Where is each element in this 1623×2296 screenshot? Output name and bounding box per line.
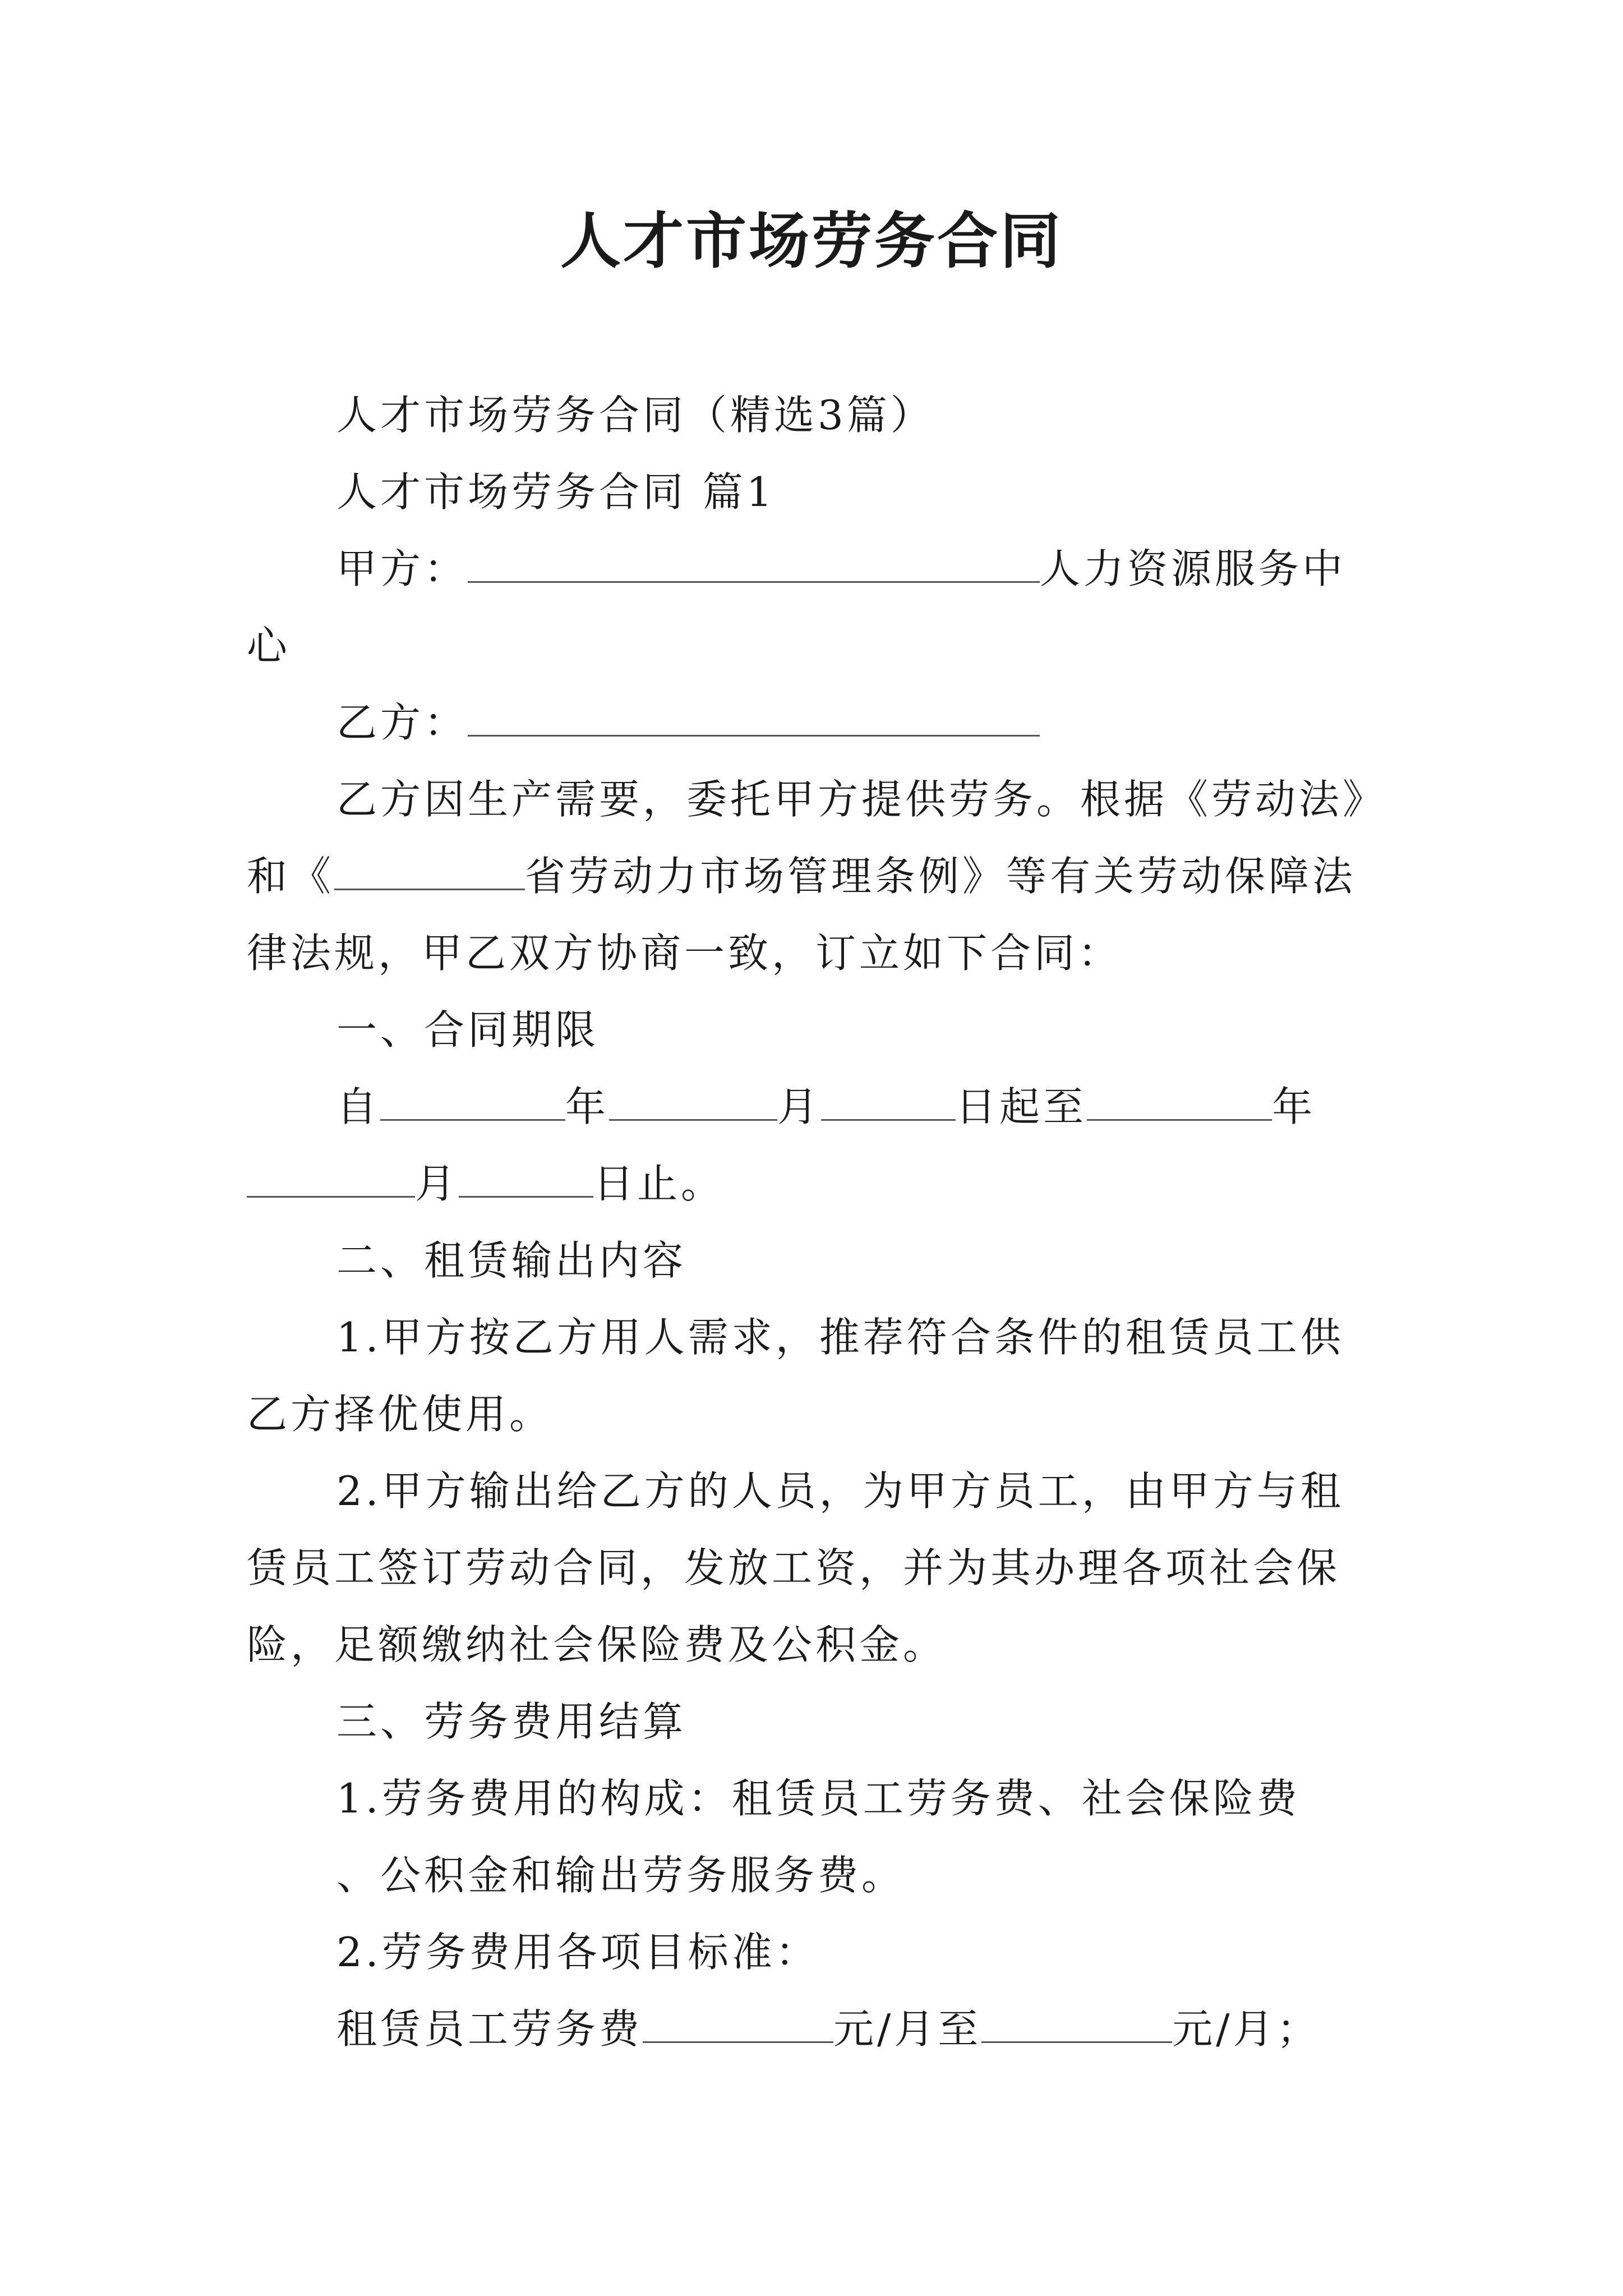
party-a-label: 甲方： [336,545,468,592]
clause-3-item-2: 2.劳务费用各项目标准： [336,1929,819,1976]
document-body [247,377,1385,2068]
intro-text-1: 乙方因生产需要，委托甲方提供劳务。根据《劳动法》和《 [247,776,1367,900]
province-blank [334,854,525,890]
end-year-blank [1087,1084,1272,1121]
start-year-blank [380,1084,565,1121]
intro-paragraph [247,761,1385,992]
party-a-line [247,531,1385,684]
end-day-blank [459,1161,593,1198]
term-end: 日止。 [593,1160,725,1207]
party-b-blank [468,700,1040,737]
document-title: 人才市场劳务合同 [560,206,1063,277]
subtitle: 人才市场劳务合同（精选3篇） [336,392,934,439]
term-year: 年 [565,1083,610,1130]
intro-text-2: 省劳动力市场管理条例》等有关劳动保障法律法规，甲乙双方协商一致，订立如下合同： [247,853,1357,977]
party-b-label: 乙方： [336,699,468,746]
term-line [247,1069,1385,1222]
fee-max-blank [981,2007,1172,2043]
term-day-to: 日起至 [956,1083,1087,1130]
clause-3-title: 三、劳务费用结算 [336,1698,687,1745]
section-heading: 人才市场劳务合同 篇1 [336,468,776,516]
fee-unit-end: 元/月； [1172,2005,1321,2053]
clause-2-item-1: 1.甲方按乙方用人需求，推荐符合条件的租赁员工供乙方择优使用。 [247,1314,1344,1438]
term-month-2: 月 [415,1160,459,1207]
start-day-blank [821,1084,956,1121]
term-year-2: 年 [1272,1083,1316,1130]
party-a-blank [468,546,1040,583]
clause-2-item-2: 2.甲方输出给乙方的人员，为甲方员工，由甲方与租赁员工签订劳动合同，发放工资，并为其办理各项社会保险，足额缴纳社会保险费及公积金。 [247,1467,1344,1668]
start-month-blank [609,1084,777,1121]
fee-min-blank [643,2007,833,2043]
fee-unit-to: 元/月至 [833,2005,982,2053]
term-from: 自 [336,1083,381,1130]
clause-1-title: 一、合同期限 [336,1006,600,1053]
fee-label: 租赁员工劳务费 [336,2005,643,2053]
clause-3-item-1a: 1.劳务费用的构成：租赁员工劳务费、社会保险费 [336,1775,1301,1822]
term-month: 月 [777,1083,822,1130]
fee-line [247,1991,1385,2068]
party-b-line [247,684,1385,761]
clause-2-title: 二、租赁输出内容 [336,1237,687,1284]
end-month-blank [247,1161,415,1198]
clause-3-item-1b: 、公积金和输出劳务服务费。 [336,1852,906,1899]
party-a-suffix: 人力资源服务中心 [247,545,1347,669]
